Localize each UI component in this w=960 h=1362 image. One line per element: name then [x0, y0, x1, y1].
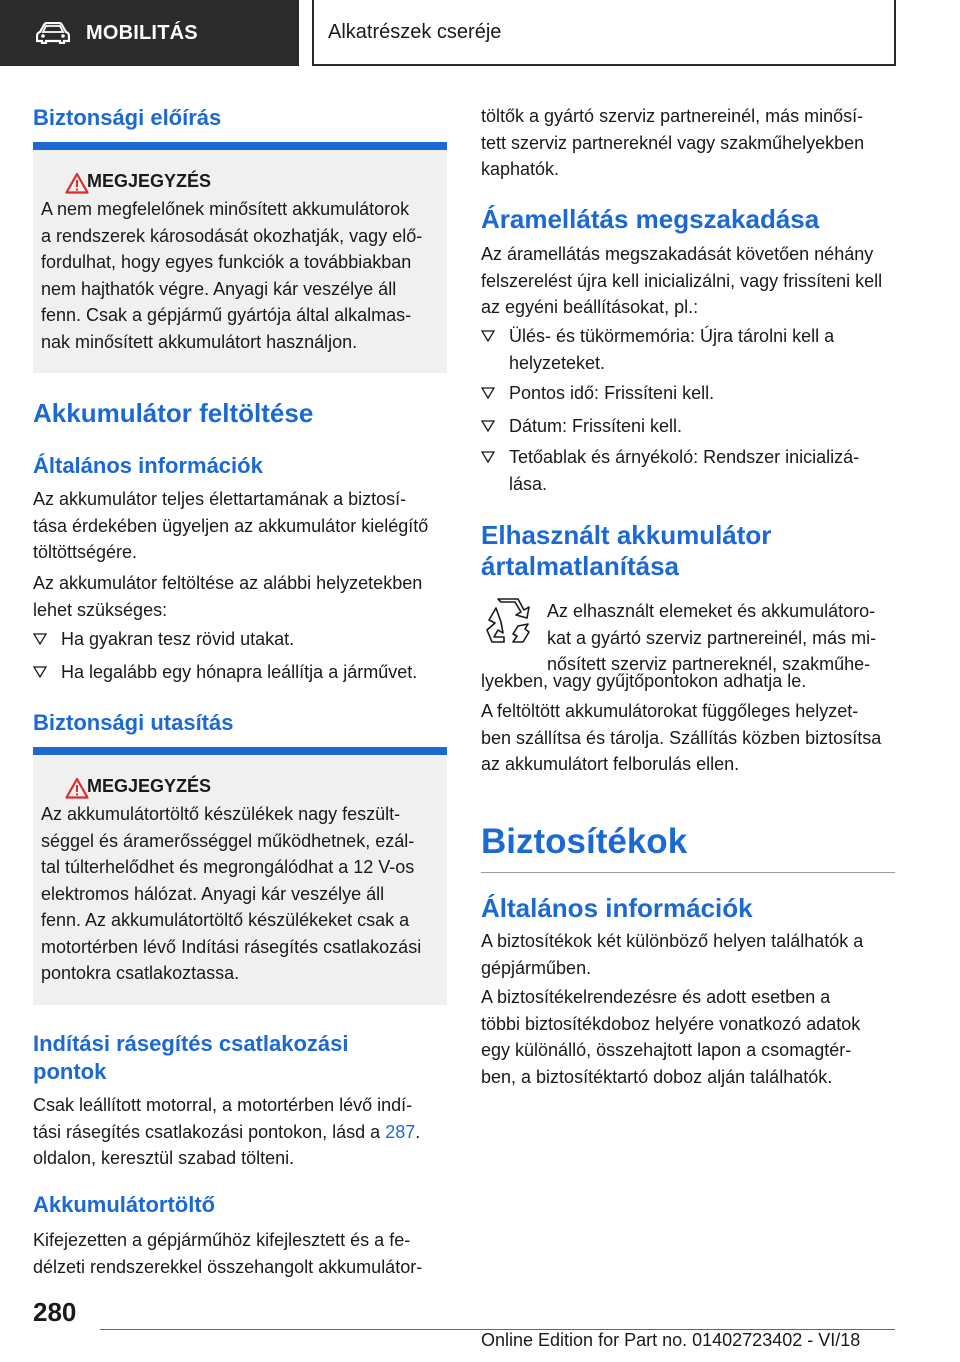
triangle-bullet-icon — [481, 451, 495, 463]
list-item: Ülés- és tükörmemória: Újra tárolni kell a helyzeteket. — [481, 323, 895, 376]
heading-safety-instruction: Biztonsági utasítás — [33, 710, 234, 735]
triangle-bullet-icon — [33, 666, 47, 678]
paragraph-disposal-rest: lyekben, vagy gyűjtőpontokon adhatja le. — [481, 671, 807, 691]
paragraph-fuses-2: A biztosítékelrendezésre és adott esetben a többi biztosítékdoboz helyére vonatkozó adatok egy különálló, összehajtott lapon a csomagtér- ben, a biztosítéktartó doboz alján találhatók. — [481, 987, 861, 1087]
paragraph-charger: Kifejezetten a gépjárműhöz kifejlesztett és a fe- délzeti rendszerekkel összehangolt akkumulátor- — [33, 1230, 423, 1277]
list-item: Pontos idő: Frissíteni kell. — [481, 380, 895, 407]
triangle-bullet-icon — [481, 330, 495, 342]
list-item: Tetőablak és árnyékoló: Rendszer inicializá- lása. — [481, 444, 895, 497]
heading-general-info-2: Általános információk — [481, 893, 753, 923]
paragraph-charger-continued: töltők a gyártó szerviz partnereinél, más minősí- tett szerviz partnereknél vagy szakműhelyekben kaphatók. — [481, 106, 865, 179]
paragraph-jump-start: Csak leállított motorral, a motortérben lévő indí- tási rásegítés csatlakozási pontokon, lásd a 287. oldalon, keresztül szabad tölteni. — [33, 1095, 421, 1168]
heading-battery-disposal: Elhasznált akkumulátor ártalmatlanítása — [481, 520, 772, 581]
note-body: A nem megfelelőnek minősített akkumulátorok a rendszerek károsodását okozhatják, vagy elő- fordulhat, hogy egyes funkciók a továbbiakban nem hajthatók végre. Anyagi kár veszélye áll fenn. Csak a gépjármű gyártója által alkalmas- nak minősített akkumulátort használjon. — [41, 199, 423, 352]
list-item: Ha legalább egy hónapra leállítja a járművet. — [33, 659, 447, 686]
paragraph-general-1: Az akkumulátor teljes élettartamának a biztosí- tása érdekében ügyeljen az akkumulátor kielégítő töltöttségére. — [33, 489, 429, 562]
paragraph-general-2: Az akkumulátor feltöltése az alábbi helyzetekben lehet szükséges: — [33, 573, 423, 620]
list-item: Dátum: Frissíteni kell. — [481, 413, 895, 440]
note-title: MEGJEGYZÉS — [87, 773, 439, 799]
page-header — [0, 0, 960, 66]
page-reference-link[interactable]: 287 — [385, 1121, 416, 1142]
note-box-2 — [33, 747, 447, 1005]
triangle-bullet-icon — [481, 420, 495, 432]
paragraph-transport: A feltöltött akkumulátorokat függőleges helyzet- ben szállítsa és tárolja. Szállítás közben biztosítsa az akkumulátort felborulás ellen. — [481, 701, 882, 774]
note-box-1 — [33, 142, 447, 373]
paragraph-fuses-1: A biztosítékok két különböző helyen találhatók a gépjárműben. — [481, 931, 864, 978]
heading-general-info: Általános információk — [33, 453, 263, 478]
section-title: MOBILITÁS — [86, 21, 198, 44]
heading-battery-charger: Akkumulátortöltő — [33, 1192, 216, 1217]
recycle-icon — [483, 596, 533, 648]
triangle-bullet-icon — [33, 633, 47, 645]
chapter-title: Alkatrészek cseréje — [312, 0, 896, 66]
heading-divider — [481, 872, 895, 873]
warning-icon — [65, 172, 89, 194]
paragraph-disposal-icon: Az elhasznált elemeket és akkumulátoro- kat a gyártó szerviz partnereinél, más mi- nősített szerviz partnereknél, szakműhe- — [547, 601, 877, 674]
paragraph-power: Az áramellátás megszakadását követően néhány felszerelést újra kell inicializálni, vagy frissíteni kell az egyéni beállításokat, pl.: — [481, 244, 883, 317]
page-number: 280 — [33, 1297, 77, 1327]
heading-jump-start-points: Indítási rásegítés csatlakozási pontok — [33, 1031, 349, 1084]
warning-icon — [65, 777, 89, 799]
heading-power-interruption: Áramellátás megszakadása — [481, 204, 820, 234]
list-item: Ha gyakran tesz rövid utakat. — [33, 626, 447, 653]
footer-edition: Online Edition for Part no. 01402723402 - VI/18 — [481, 1330, 861, 1350]
note-body: Az akkumulátortöltő készülékek nagy feszült- séggel és áramerősséggel működhetnek, ezál- tal túlterhelődhet és megrongálódhat a 12 V-os elektromos hálózat. Anyagi kár veszélye áll fenn. Az akkumulátortöltő készülékeket csak a motortérben lévő Indítási rásegítés csatlakozási pontokra csatlakoztassa. — [41, 804, 422, 983]
heading-safety-rule: Biztonsági előírás — [33, 105, 222, 130]
note-title: MEGJEGYZÉS — [87, 168, 439, 194]
heading-fuses: Biztosítékok — [481, 822, 688, 861]
section-tab — [0, 0, 299, 66]
heading-battery-charging: Akkumulátor feltöltése — [33, 398, 314, 428]
car-icon — [36, 22, 70, 44]
triangle-bullet-icon — [481, 387, 495, 399]
